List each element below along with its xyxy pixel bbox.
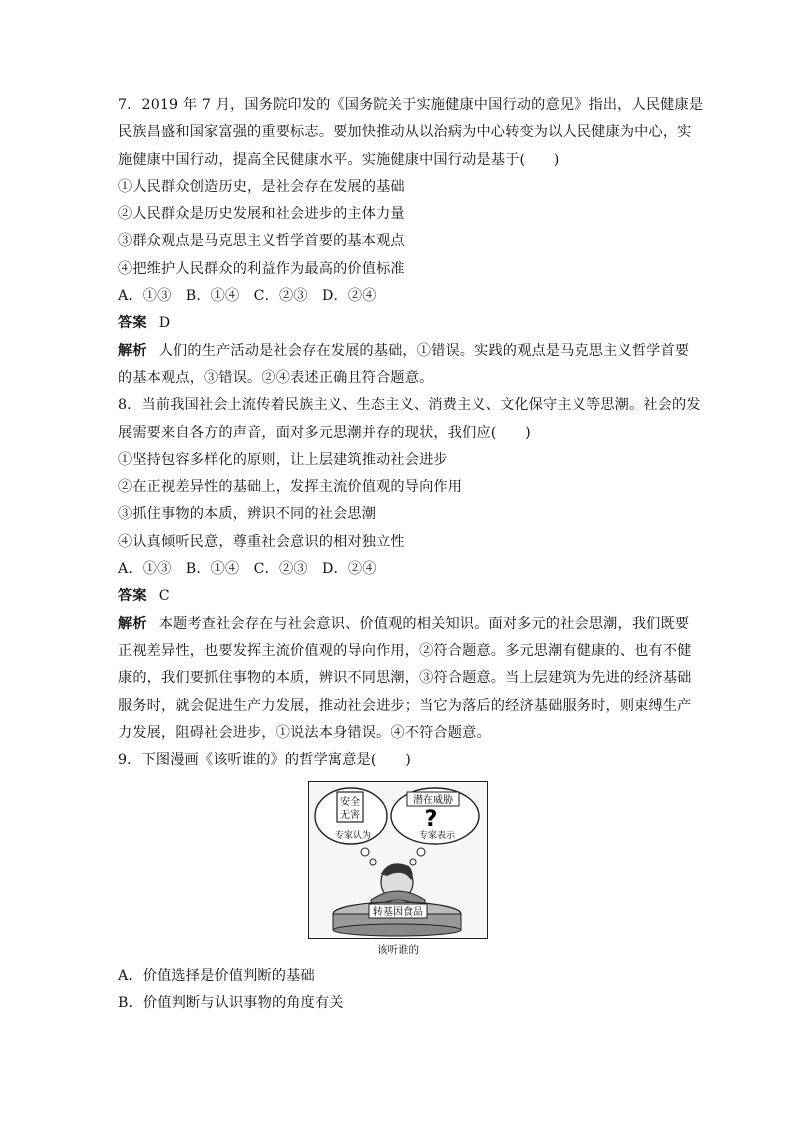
bubble-right-text: 潜在威胁 (413, 795, 453, 806)
analysis-text: 人们的生产活动是社会存在发展的基础，①错误。实践的观点是马克思主义哲学首要 (158, 342, 690, 359)
bubble-left-line1: 安全 (340, 797, 360, 808)
plate-bottom (333, 924, 461, 936)
q9-option: B．价值判断与认识事物的角度有关 (118, 995, 344, 1012)
cartoon-caption: 该听谁的 (377, 944, 419, 956)
q8-stem-line: 展需要来自各方的声音，面对多元思潮并存的现状，我们应( ) (118, 424, 531, 441)
q7-answer (118, 310, 684, 337)
q8-item: ②在正视差异性的基础上，发挥主流价值观的导向作用 (118, 479, 463, 496)
q8-choices: A．①③ B．①④ C．②③ D．②④ (118, 561, 377, 578)
q7-stem-line: 民族昌盛和国家富强的重要标志。要加快推动从以治病为中心转变为以人民健康为中心，实 (118, 124, 692, 141)
q9-options (118, 963, 684, 1018)
q7-choices: A．①③ B．①④ C．②③ D．②④ (118, 288, 377, 305)
q7-item: ③群众观点是马克思主义哲学首要的基本观点 (118, 233, 405, 250)
q9-option: A．价值选择是价值判断的基础 (118, 968, 315, 984)
q8-analysis-line: 正视差异性，也要发挥主流价值观的导向作用，②符合题意。多元思潮有健康的、也有不健 (118, 642, 692, 659)
answer-label: 答案 (118, 588, 147, 605)
cartoon-figure (308, 781, 488, 957)
question-block (118, 92, 704, 774)
analysis-label: 解析 (118, 615, 147, 632)
q7-item: ②人民群众是历史发展和社会进步的主体力量 (118, 206, 405, 223)
bubble-right-caption: 专家表示 (418, 831, 456, 841)
q7-item: ①人民群众创造历史，是社会存在发展的基础 (118, 178, 405, 195)
analysis-label: 解析 (118, 342, 147, 359)
bubble-dot (417, 848, 425, 856)
bubble-left-line2: 无害 (340, 810, 360, 821)
q8-analysis-line: 服务时，就会促进生产力发展，推动社会进步；当它为落后的经济基础服务时，则束缚生产 (118, 697, 692, 714)
q7-item: ④把维护人民群众的利益作为最高的价值标准 (118, 260, 405, 277)
q7-stem-line: 7．2019 年 7 月，国务院印发的《国务院关于实施健康中国行动的意见》指出，人民健康是 (118, 97, 704, 113)
q8-item: ①坚持包容多样化的原则，让上层建筑推动社会进步 (118, 451, 448, 468)
bubble-dot (410, 859, 416, 865)
plate-label: 转基因食品 (373, 907, 423, 918)
answer-value: C (158, 588, 170, 605)
q9-stem-line: 9．下图漫画《该听谁的》的哲学寓意是( ) (118, 752, 411, 769)
q8-analysis (118, 611, 690, 638)
bubble-dot (370, 859, 376, 865)
q8-item: ③抓住事物的本质，辨识不同的社会思潮 (118, 506, 377, 523)
q7-stem-line: 施健康中国行动，提高全民健康水平。实施健康中国行动是基于( ) (118, 151, 560, 168)
q8-item: ④认真倾听民意，尊重社会意识的相对独立性 (118, 533, 405, 550)
q8-stem-line: 8．当前我国社会上流传着民族主义、生态主义、消费主义、文化保守主义等思潮。社会的发 (118, 397, 701, 414)
analysis-text: 本题考查社会存在与社会意识、价值观的相关知识。面对多元的社会思潮，我们既要 (158, 615, 690, 632)
bubble-dot (361, 848, 369, 856)
q8-answer (118, 583, 684, 610)
q8-analysis-line: 力发展，阻碍社会进步，①说法本身错误。④不符合题意。 (118, 724, 491, 741)
cartoon-image (308, 781, 488, 939)
q8-analysis-line: 康的，我们要抓住事物的本质，辨识不同思潮，③符合题意。当上层建筑为先进的经济基础 (118, 670, 692, 687)
bubble-left-caption: 专家认为 (334, 831, 372, 841)
answer-label: 答案 (118, 315, 147, 332)
q7-analysis (118, 338, 690, 365)
question-mark: ? (424, 807, 438, 832)
answer-value: D (158, 315, 171, 332)
q7-analysis-line: 的基本观点，③错误。②④表述正确且符合题意。 (118, 369, 434, 386)
